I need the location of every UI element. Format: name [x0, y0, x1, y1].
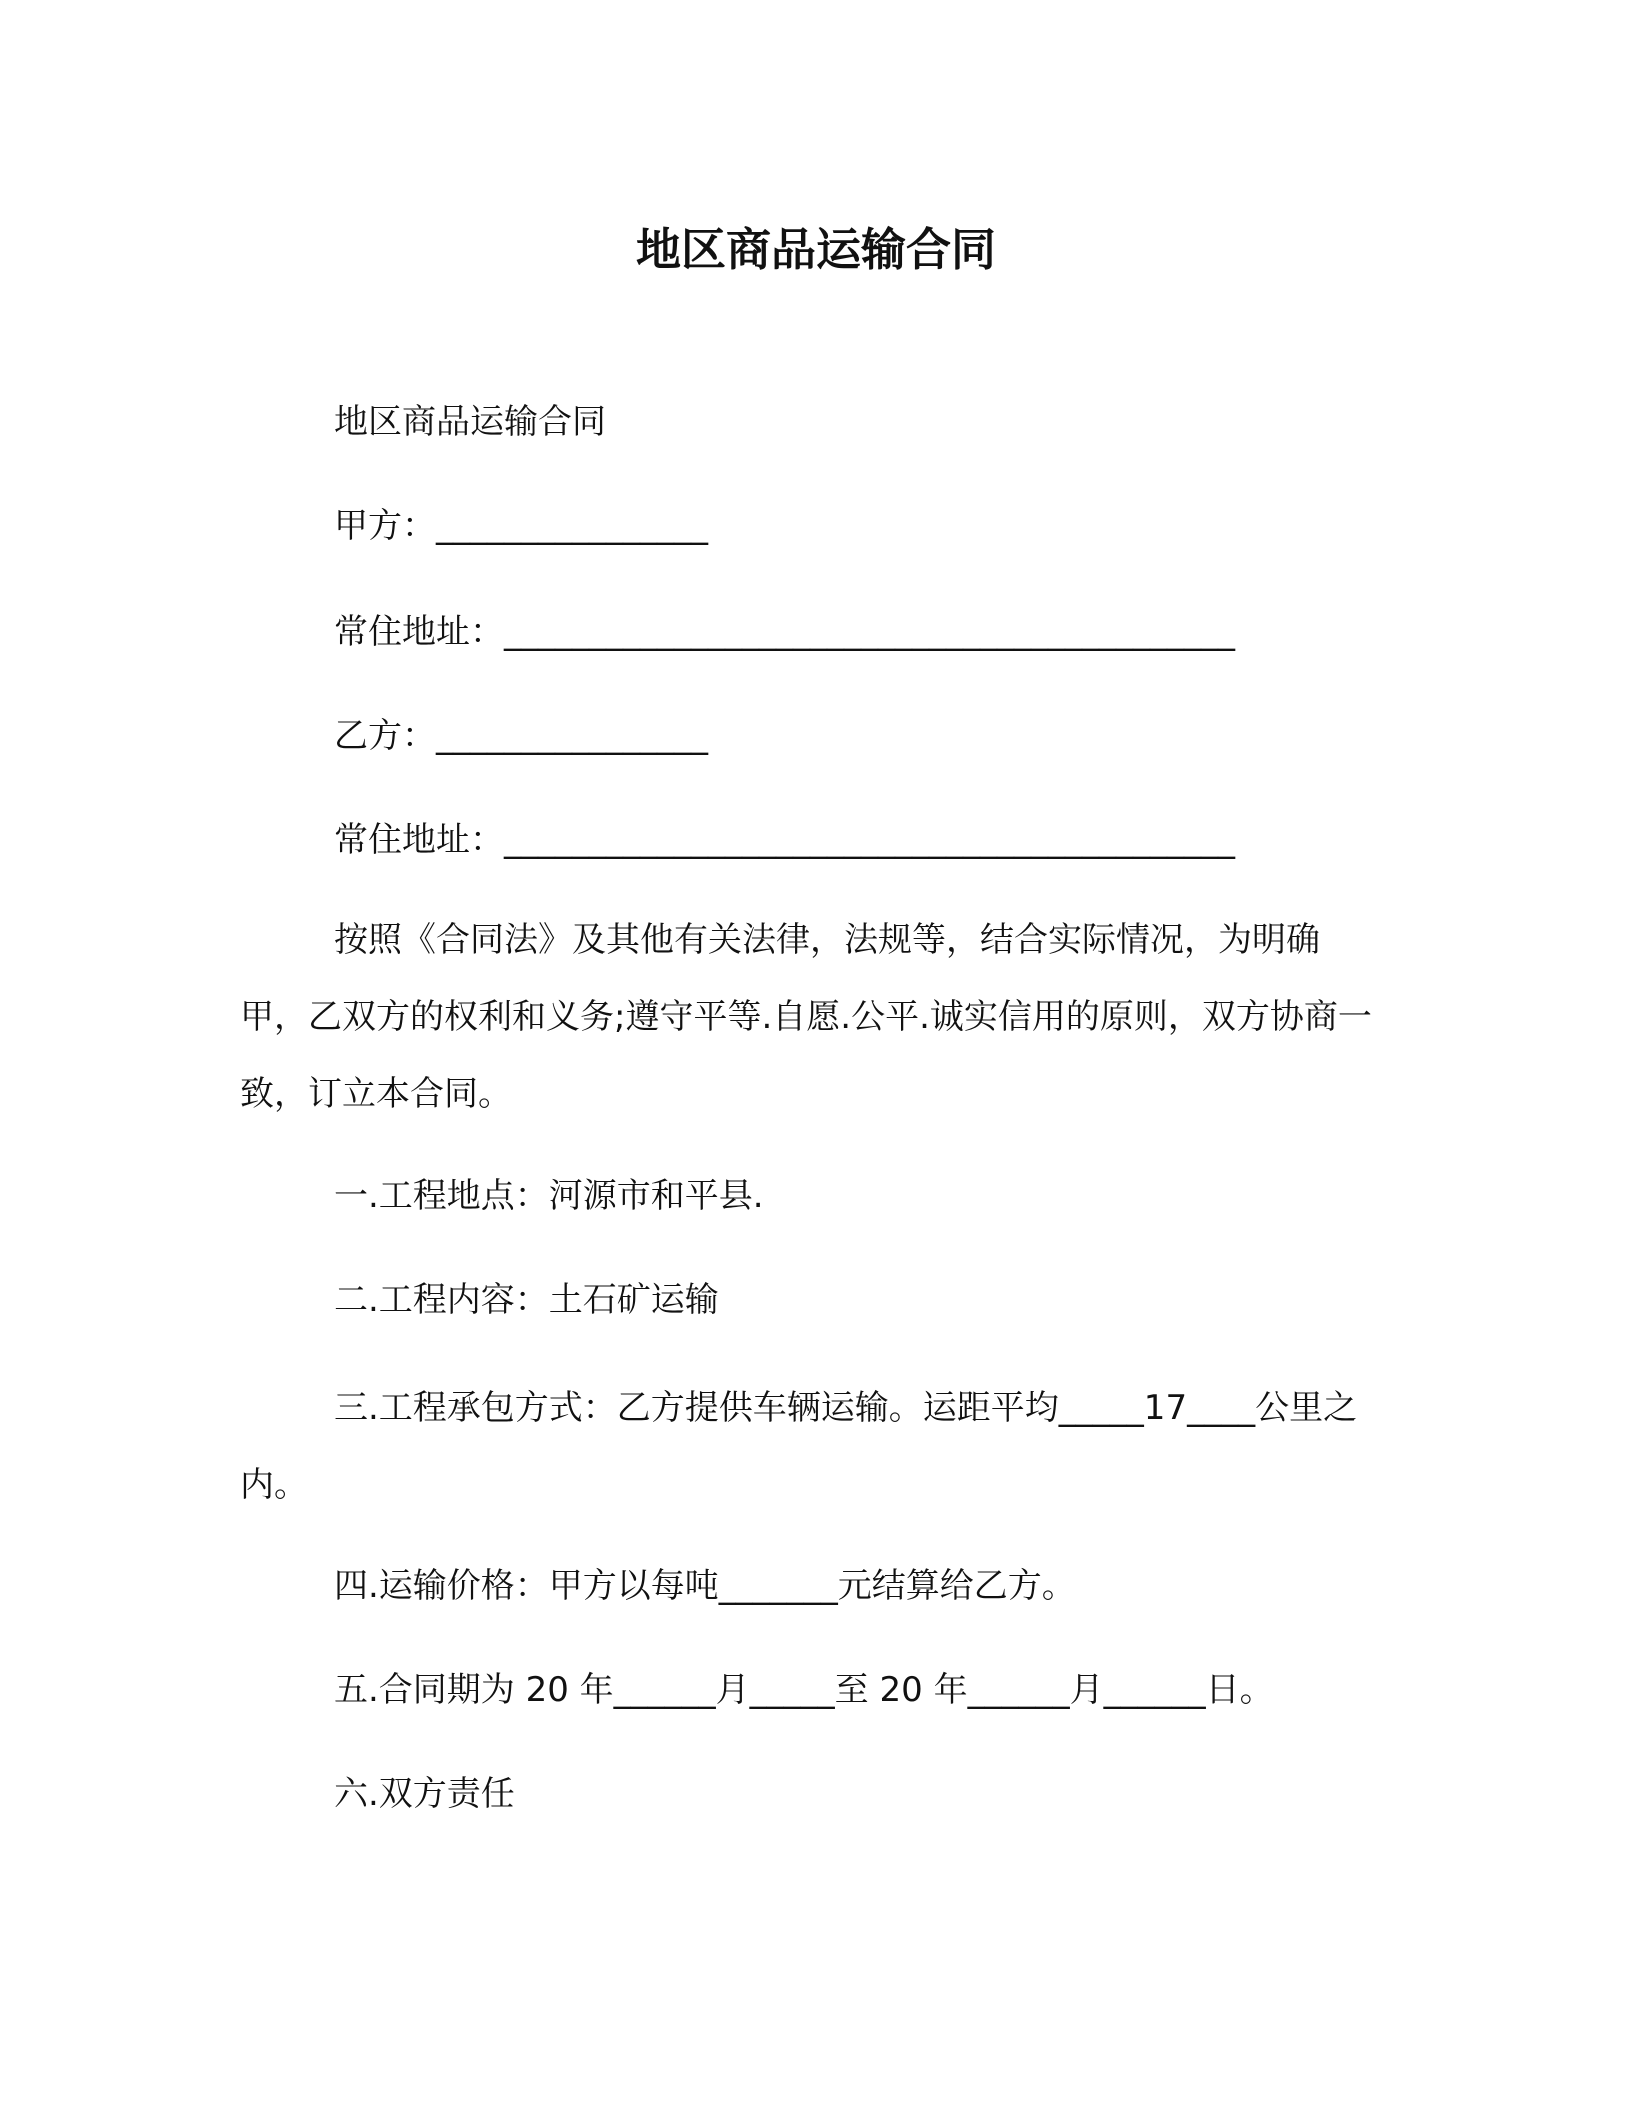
clause-3: 三.工程承包方式：乙方提供车辆运输。运距平均_____17____公里之内。: [240, 1388, 1358, 1505]
clause-4: 四.运输价格：甲方以每吨_______元结算给乙方。: [334, 1566, 1076, 1606]
clause-1: 一.工程地点：河源市和平县.: [334, 1176, 764, 1216]
contract-subtitle: 地区商品运输合同: [334, 402, 606, 442]
preamble-paragraph: 按照《合同法》及其他有关法律，法规等，结合实际情况，为明确甲，乙双方的权利和义务;遵守平等.自愿.公平.诚实信用的原则，双方协商一致，订立本合同。: [240, 920, 1372, 1114]
clause-2: 二.工程内容：土石矿运输: [334, 1280, 719, 1320]
clause-5: 五.合同期为 20 年______月_____至 20 年______月______日。: [334, 1670, 1274, 1710]
party-a-line: 甲方：________________: [334, 506, 708, 546]
party-b-line: 乙方：________________: [334, 716, 708, 756]
party-b-address-line: 常住地址：___________________________________________: [334, 820, 1235, 860]
party-a-address-line: 常住地址：___________________________________________: [334, 612, 1235, 652]
clause-6: 六.双方责任: [334, 1774, 515, 1814]
document-title: 地区商品运输合同: [635, 223, 996, 276]
